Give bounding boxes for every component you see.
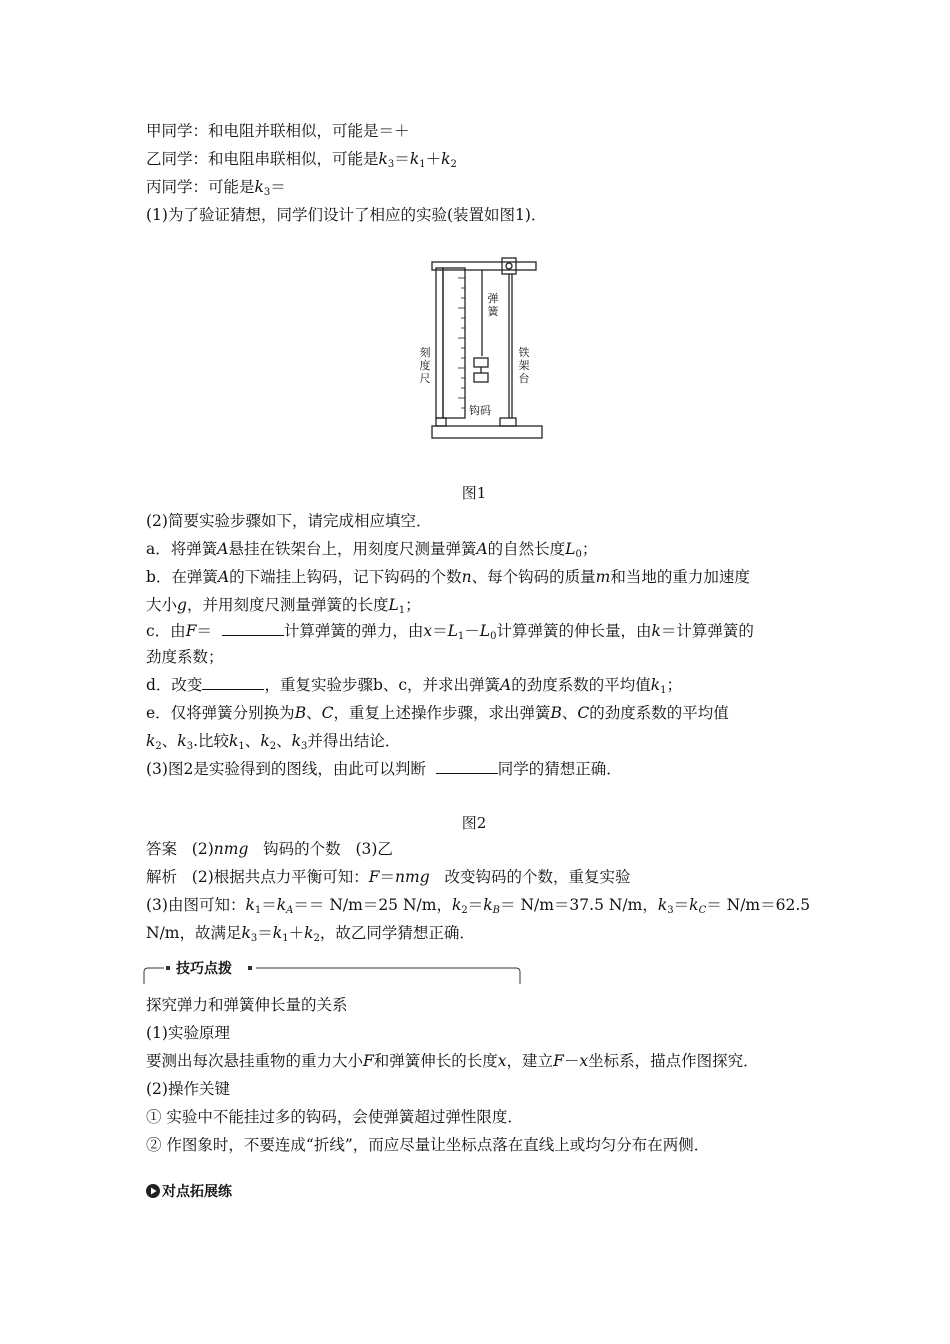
label-weights: 钩码 [469, 404, 491, 417]
label-spring: 弹簧 [487, 292, 499, 318]
text-yi: 乙同学：和电阻串联相似，可能是$k_3=k_1+k_2$ [146, 150, 457, 170]
extend-practice-title: 对点拓展练 [162, 1184, 232, 1200]
text-jia: 甲同学：和电阻并联相似，可能是＝＋ [146, 122, 410, 140]
text-step-b2: 大小g，并用刻度尺测量弹簧的长度$L_1$； [146, 596, 421, 616]
text-analysis-3: (3)由图可知：$k_1=k_A== N/m=25$ N/m，$k_2=k_B= N/m=37.5$ N/m，$k_3=k_C= N/m=62.5$ [146, 896, 811, 916]
blank-c[interactable] [222, 621, 284, 636]
text-analysis-2: 解析 (2)根据共点力平衡可知：F＝nmg 改变钩码的个数，重复实验 [146, 868, 631, 886]
play-circle-icon [146, 1184, 160, 1198]
text-q1: (1)为了验证猜想，同学们设计了相应的实验(装置如图1)． [146, 206, 547, 224]
text-analysis-3b: N/m，故满足$k_3=k_1+k_2$，故乙同学猜想正确． [146, 924, 475, 944]
text-step-b: b．在弹簧A的下端挂上钩码，记下钩码的个数n、每个钩码的质量m和当地的重力加速度 [146, 568, 750, 586]
label-stand: 铁架台 [518, 346, 530, 385]
tip-list-item-1: ① 实验中不能挂过多的钩码，会使弹簧超过弹性限度． [146, 1108, 523, 1126]
text-bing: 丙同学：可能是$k_3=$ [146, 178, 286, 198]
blank-d[interactable] [202, 675, 264, 690]
text-step-c2: 劲度系数； [146, 648, 224, 666]
text-q3: (3)图2是实验得到的图线，由此可以判断 同学的猜想正确． [146, 760, 622, 778]
tip-paragraph-1: 要测出每次悬挂重物的重力大小F和弹簧伸长的长度x，建立F－x坐标系，描点作图探究． [146, 1052, 759, 1070]
label-ruler: 刻度尺 [419, 346, 431, 385]
tip-list-item-2: ② 作图象时，不要连成“折线”，而应尽量让坐标点落在直线上或均匀分布在两侧． [146, 1136, 710, 1154]
text-step-a: a．将弹簧A悬挂在铁架台上，用刻度尺测量弹簧A的自然长度$L_0$； [146, 540, 598, 560]
text-step-d: d．改变 ，重复实验步骤b、c，并求出弹簧A的劲度系数的平均值$k_1$； [146, 676, 683, 696]
tip-title: 技巧点拨 [176, 961, 232, 977]
tip-heading-2: (2)操作关键 [146, 1080, 230, 1098]
text-step-c: c．由F＝ 计算弹簧的弹力，由$x=L_1-L_0$计算弹簧的伸长量，由k＝计算弹簧的 [146, 622, 754, 642]
tip-topic: 探究弹力和弹簧伸长量的关系 [146, 996, 348, 1014]
tip-heading-1: (1)实验原理 [146, 1024, 230, 1042]
text-step-e: e．仅将弹簧分别换为B、C，重复上述操作步骤，求出弹簧B、C的劲度系数的平均值 [146, 704, 729, 722]
figure1-caption: 图1 [461, 484, 487, 502]
text-step-e2: $k_2$、$k_3$.比较$k_1$、$k_2$、$k_3$并得出结论． [146, 732, 401, 752]
text-answer: 答案 (2)nmg 钩码的个数 (3)乙 [146, 840, 393, 858]
figure2-caption: 图2 [461, 814, 487, 832]
text-q2: (2)简要实验步骤如下，请完成相应填空． [146, 512, 432, 530]
blank-q3[interactable] [436, 759, 498, 774]
